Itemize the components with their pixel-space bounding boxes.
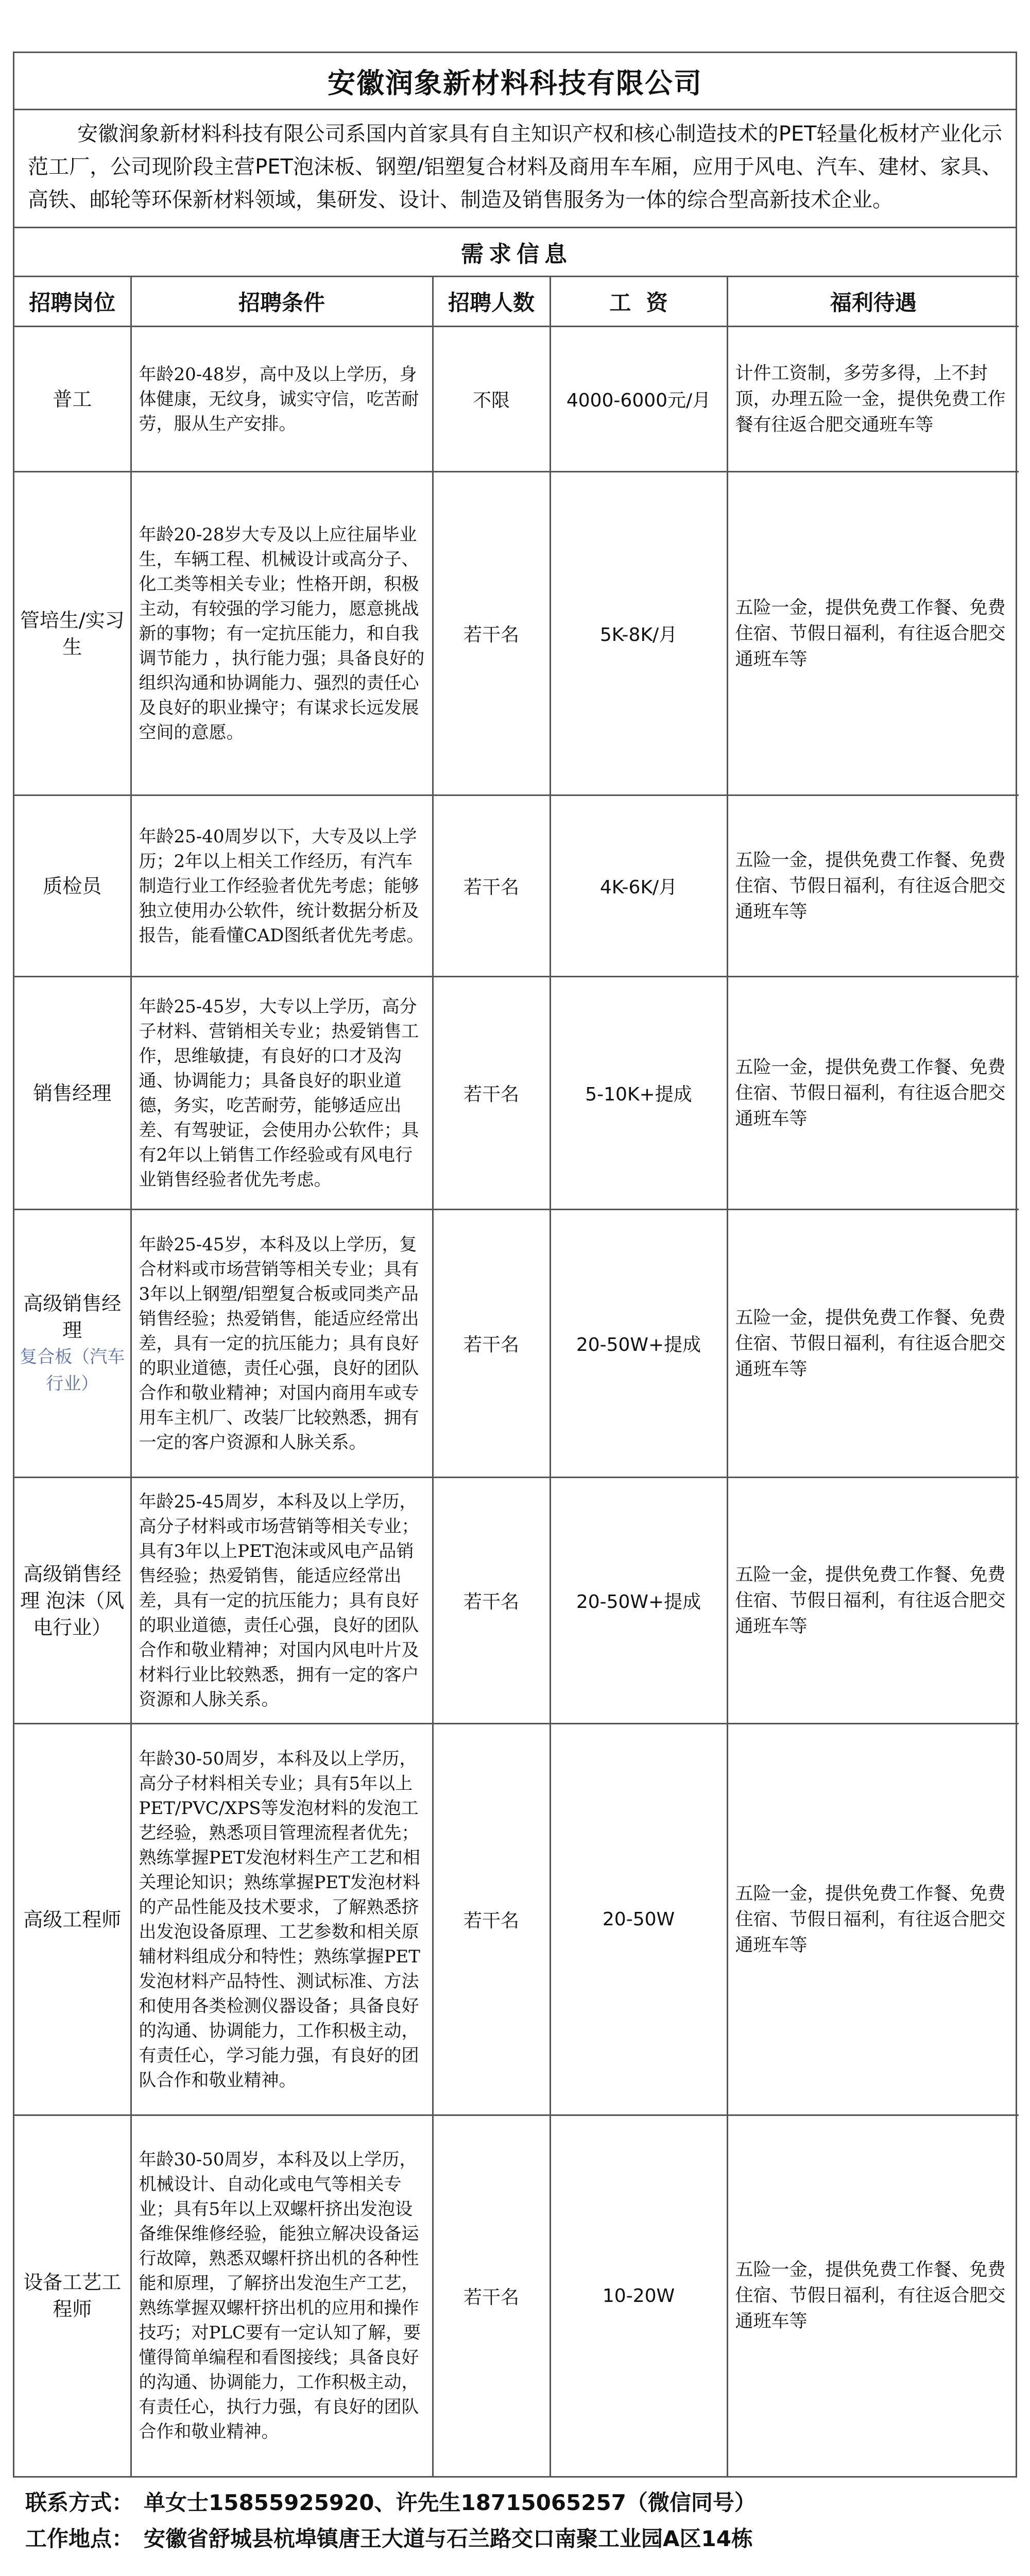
job-position: 高级工程师 [14, 1724, 131, 2115]
job-benefits: 计件工资制，多劳多得，上不封顶，办理五险一金，提供免费工作餐有往返合肥交通班车等 [727, 327, 1019, 472]
job-salary: 20-50W+提成 [550, 1210, 727, 1478]
table-row [14, 1724, 1019, 2115]
job-position: 管培生/实习生 [14, 472, 131, 795]
address-label: 工作地点： [25, 2526, 134, 2551]
job-salary: 4K-6K/月 [550, 795, 727, 977]
job-salary: 4000-6000元/月 [550, 327, 727, 472]
job-salary: 5K-8K/月 [550, 472, 727, 795]
job-benefits: 五险一金，提供免费工作餐、免费住宿、节假日福利，有往返合肥交通班车等 [727, 2115, 1019, 2476]
table-row [14, 472, 1019, 795]
job-position: 普工 [14, 327, 131, 472]
job-count: 若干名 [433, 1478, 550, 1724]
job-conditions: 年龄25-45岁，大专以上学历，高分子材料、营销相关专业；热爱销售工作，思维敏捷，有良好的口才及沟通、协调能力；具备良好的职业道德，务实，吃苦耐劳，能够适应出差、有驾驶证，会使用办公软件；具有2年以上销售工作经验或有风电行业销售经验者优先考虑。 [131, 977, 433, 1210]
job-conditions: 年龄30-50周岁，本科及以上学历，高分子材料相关专业；具有5年以上PET/PVC/XPS等发泡材料的发泡工艺经验，熟悉项目管理流程者优先；熟练掌握PET发泡材料生产工艺和相关理论知识；熟练掌握PET发泡材料的产品性能及技术要求，了解熟悉挤出发泡设备原理、工艺参数和相关原辅材料组成分和特性；熟练掌握PET发泡材料产品特性、测试标准、方法和使用各类检测仪器设备；具备良好的沟通、协调能力，工作积极主动，有责任心，学习能力强，有良好的团队合作和敬业精神。 [131, 1724, 433, 2115]
table-row [14, 1210, 1019, 1478]
job-position: 高级销售经理 泡沫（风电行业） [14, 1478, 131, 1724]
header-count: 招聘人数 [433, 277, 550, 327]
address-line [25, 2521, 1005, 2557]
job-benefits: 五险一金，提供免费工作餐、免费住宿、节假日福利，有往返合肥交通班车等 [727, 1478, 1019, 1724]
table-row [14, 795, 1019, 977]
company-intro: 安徽润象新材料科技有限公司系国内首家具有自主知识产权和核心制造技术的PET轻量化板材产业化示范工厂，公司现阶段主营PET泡沫板、钢塑/铝塑复合材料及商用车车厢，应用于风电、汽车、建材、家具、高铁、邮轮等环保新材料领域，集研发、设计、制造及销售服务为一体的综合型高新技术企业。 [14, 110, 1016, 228]
header-position: 招聘岗位 [14, 277, 131, 327]
header-conditions: 招聘条件 [131, 277, 433, 327]
job-benefits: 五险一金，提供免费工作餐、免费住宿、节假日福利，有往返合肥交通班车等 [727, 795, 1019, 977]
job-salary: 20-50W+提成 [550, 1478, 727, 1724]
job-position: 销售经理 [14, 977, 131, 1210]
job-count: 若干名 [433, 2115, 550, 2476]
job-count: 若干名 [433, 472, 550, 795]
job-salary: 10-20W [550, 2115, 727, 2476]
job-position: 质检员 [14, 795, 131, 977]
table-row [14, 1478, 1019, 1724]
footer [13, 2478, 1017, 2557]
job-count: 不限 [433, 327, 550, 472]
header-salary: 工 资 [550, 277, 727, 327]
company-title: 安徽润象新材料科技有限公司 [14, 53, 1016, 110]
job-position-note: 复合板（汽车行业） [20, 1346, 125, 1394]
table-row [14, 2115, 1019, 2476]
header-benefits: 福利待遇 [727, 277, 1019, 327]
contact-label: 联系方式： [25, 2489, 134, 2515]
table-row [14, 327, 1019, 472]
job-conditions: 年龄25-45周岁，本科及以上学历，高分子材料或市场营销等相关专业；具有3年以上PET泡沫或风电产品销售经验；热爱销售，能适应经常出差，具有一定的抗压能力；具有良好的职业道德，责任心强，良好的团队合作和敬业精神；对国内风电叶片及材料行业比较熟悉，拥有一定的客户资源和人脉关系。 [131, 1478, 433, 1724]
job-conditions: 年龄25-45岁，本科及以上学历，复合材料或市场营销等相关专业；具有3年以上钢塑/铝塑复合板或同类产品销售经验；热爱销售，能适应经常出差，具有一定的抗压能力；具有良好的职业道德，责任心强，良好的团队合作和敬业精神；对国内商用车或专用车主机厂、改装厂比较熟悉，拥有一定的客户资源和人脉关系。 [131, 1210, 433, 1478]
table-row [14, 977, 1019, 1210]
address-value: 安徽省舒城县杭埠镇唐王大道与石兰路交口南聚工业园A区14栋 [144, 2526, 753, 2551]
job-conditions: 年龄30-50周岁，本科及以上学历，机械设计、自动化或电气等相关专业；具有5年以上双螺杆挤出发泡设备维保维修经验，能独立解决设备运行故障，熟悉双螺杆挤出机的各种性能和原理，了解挤出发泡生产工艺，熟练掌握双螺杆挤出机的应用和操作技巧；对PLC要有一定认知了解，要懂得简单编程和看图接线；具备良好的沟通、协调能力，工作积极主动，有责任心，执行力强，有良好的团队合作和敬业精神。 [131, 2115, 433, 2476]
job-salary: 20-50W [550, 1724, 727, 2115]
contact-value: 单女士15855925920、许先生18715065257（微信同号） [144, 2489, 756, 2515]
job-conditions: 年龄25-40周岁以下，大专及以上学历；2年以上相关工作经历，有汽车制造行业工作经验者优先考虑；能够独立使用办公软件，统计数据分析及报告，能看懂CAD图纸者优先考虑。 [131, 795, 433, 977]
job-benefits: 五险一金，提供免费工作餐、免费住宿、节假日福利，有往返合肥交通班车等 [727, 1210, 1019, 1478]
job-count: 若干名 [433, 795, 550, 977]
job-conditions: 年龄20-48岁，高中及以上学历，身体健康，无纹身，诚实守信，吃苦耐劳，服从生产安排。 [131, 327, 433, 472]
job-benefits: 五险一金，提供免费工作餐、免费住宿、节假日福利，有往返合肥交通班车等 [727, 977, 1019, 1210]
job-position-cell [14, 1210, 131, 1478]
job-benefits: 五险一金，提供免费工作餐、免费住宿、节假日福利，有往返合肥交通班车等 [727, 472, 1019, 795]
table-header-row [14, 277, 1019, 327]
job-conditions: 年龄20-28岁大专及以上应往届毕业生，车辆工程、机械设计或高分子、化工类等相关专业；性格开朗，积极主动，有较强的学习能力，愿意挑战新的事物；有一定抗压能力，和自我调节能力 ，执行能力强；具备良好的组织沟通和协调能力、强烈的责任心及良好的职业操守；有谋求长远发展空间的意愿。 [131, 472, 433, 795]
job-count: 若干名 [433, 977, 550, 1210]
job-benefits: 五险一金，提供免费工作餐、免费住宿、节假日福利，有往返合肥交通班车等 [727, 1724, 1019, 2115]
job-position: 设备工艺工程师 [14, 2115, 131, 2476]
job-salary: 5-10K+提成 [550, 977, 727, 1210]
section-title: 需求信息 [14, 228, 1019, 277]
poster-frame [13, 52, 1017, 2478]
job-count: 若干名 [433, 1724, 550, 2115]
contact-line [25, 2485, 1005, 2521]
job-count: 若干名 [433, 1210, 550, 1478]
jobs-table [14, 228, 1019, 2476]
job-position: 高级销售经理 [23, 1292, 122, 1342]
recruitment-poster [13, 0, 1017, 2557]
